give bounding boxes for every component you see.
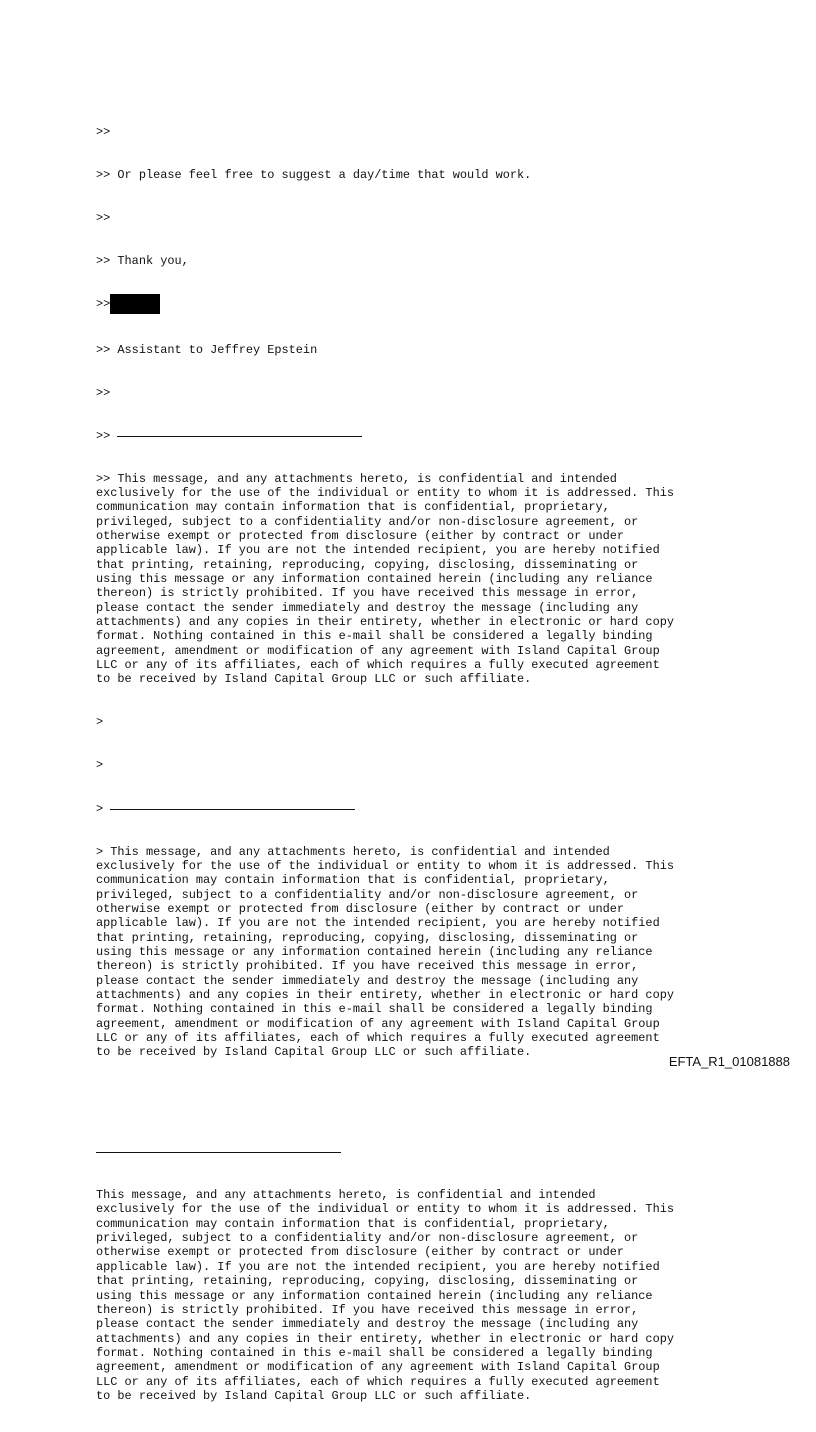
quote-marker: > (96, 801, 111, 816)
disclaimer-line: attachments) and any copies in their entirety, whether in electronic or hard copy (96, 1331, 674, 1346)
disclaimer-line: LLC or any of its affiliates, each of which requires a fully executed agreement (96, 1374, 660, 1389)
disclaimer-line: attachments) and any copies in their entirety, whether in electronic or hard copy (96, 987, 674, 1002)
confidentiality-disclaimer (96, 472, 736, 687)
disclaimer-line: format. Nothing contained in this e-mail shall be considered a legally binding (96, 629, 653, 644)
disclaimer-line: using this message or any information contained herein (including any reliance (96, 572, 653, 586)
disclaimer-line: This message, and any attachments hereto, is confidential and intended (96, 1188, 596, 1203)
confidentiality-disclaimer (96, 1188, 736, 1403)
disclaimer-line: please contact the sender immediately and destroy the message (including any (96, 1317, 639, 1332)
disclaimer-line: privileged, subject to a confidentiality and/or non-disclosure agreement, or (96, 1231, 639, 1246)
disclaimer-line: thereon) is strictly prohibited. If you have received this message in error, (96, 1302, 639, 1317)
quoted-reply-block (96, 96, 736, 1432)
disclaimer-line: privileged, subject to a confidentiality and/or non-disclosure agreement, or (96, 887, 639, 902)
confidentiality-disclaimer (96, 845, 736, 1060)
disclaimer-line: communication may contain information that is confidential, proprietary, (96, 873, 610, 888)
quote-marker-line: > (96, 758, 104, 773)
document-id-stamp: EFTA_R1_01081888 (668, 1054, 790, 1069)
separator-rule (110, 809, 355, 810)
disclaimer-line: agreement, amendment or modification of any agreement with Island Capital Group (96, 1360, 660, 1375)
disclaimer-line: agreement, amendment or modification of any agreement with Island Capital Group (96, 643, 660, 658)
disclaimer-line: exclusively for the use of the individual or entity to whom it is addressed. This (96, 1202, 674, 1217)
quote-marker-line: >> (96, 210, 111, 225)
redacted-signature-line (96, 297, 736, 314)
blank-space (96, 1088, 736, 1116)
disclaimer-line: to be received by Island Capital Group LLC or such affiliate. (96, 1388, 532, 1403)
disclaimer-line: using this message or any information contained herein (including any reliance (96, 944, 653, 959)
disclaimer-line: applicable law). If you are not the intended recipient, you are hereby notified (96, 916, 660, 931)
assistant-signature-line: >> Assistant to Jeffrey Epstein (96, 342, 318, 357)
disclaimer-line: exclusively for the use of the individual or entity to whom it is addressed. This (96, 858, 674, 873)
disclaimer-line: thereon) is strictly prohibited. If you have received this message in error, (96, 586, 639, 601)
disclaimer-line: format. Nothing contained in this e-mail shall be considered a legally binding (96, 1345, 653, 1360)
disclaimer-line: otherwise exempt or protected from disclosure (either by contract or under (96, 901, 625, 916)
disclaimer-line: to be received by Island Capital Group LLC or such affiliate. (96, 1045, 532, 1060)
redaction-box (110, 294, 160, 314)
disclaimer-line: > This message, and any attachments hereto, is confidential and intended (96, 844, 610, 859)
quote-marker: >> (96, 428, 118, 443)
disclaimer-line: that printing, retaining, reproducing, copying, disclosing, disseminating or (96, 557, 639, 572)
disclaimer-line: otherwise exempt or protected from disclosure (either by contract or under (96, 528, 625, 543)
disclaimer-line: attachments) and any copies in their entirety, whether in electronic or hard copy (96, 615, 674, 630)
suggest-time-line: >> Or please feel free to suggest a day/time that would work. (96, 167, 532, 182)
disclaimer-line: >> This message, and any attachments hereto, is confidential and intended (96, 471, 617, 486)
disclaimer-line: LLC or any of its affiliates, each of which requires a fully executed agreement (96, 1031, 660, 1045)
disclaimer-line: communication may contain information that is confidential, proprietary, (96, 1216, 610, 1231)
disclaimer-line: using this message or any information contained herein (including any reliance (96, 1288, 653, 1303)
separator-rule (117, 436, 362, 437)
disclaimer-line: to be received by Island Capital Group LLC or such affiliate. (96, 672, 532, 687)
quote-marker-line: >> (96, 124, 111, 139)
quote-marker-line: >> (96, 385, 111, 400)
separator-line (96, 1145, 736, 1159)
disclaimer-line: that printing, retaining, reproducing, copying, disclosing, disseminating or (96, 930, 639, 945)
disclaimer-line: please contact the sender immediately and destroy the message (including any (96, 600, 639, 615)
disclaimer-line: agreement, amendment or modification of any agreement with Island Capital Group (96, 1016, 660, 1031)
separator-rule (96, 1152, 341, 1153)
separator-line (96, 802, 736, 816)
disclaimer-line: applicable law). If you are not the intended recipient, you are hereby notified (96, 543, 660, 558)
quote-marker: >> (96, 296, 111, 311)
disclaimer-line: exclusively for the use of the individual or entity to whom it is addressed. This (96, 485, 674, 500)
disclaimer-line: format. Nothing contained in this e-mail shall be considered a legally binding (96, 1002, 653, 1017)
disclaimer-line: applicable law). If you are not the intended recipient, you are hereby notified (96, 1259, 660, 1274)
thank-you-line: >> Thank you, (96, 253, 189, 268)
separator-line (96, 429, 736, 443)
disclaimer-line: otherwise exempt or protected from disclosure (either by contract or under (96, 1245, 625, 1260)
quote-marker-line: > (96, 715, 104, 730)
disclaimer-line: LLC or any of its affiliates, each of which requires a fully executed agreement (96, 658, 660, 673)
disclaimer-line: that printing, retaining, reproducing, copying, disclosing, disseminating or (96, 1274, 639, 1289)
disclaimer-line: please contact the sender immediately and destroy the message (including any (96, 973, 639, 988)
email-document (96, 96, 736, 1432)
disclaimer-line: privileged, subject to a confidentiality and/or non-disclosure agreement, or (96, 514, 639, 529)
disclaimer-line: thereon) is strictly prohibited. If you have received this message in error, (96, 959, 639, 974)
disclaimer-line: communication may contain information that is confidential, proprietary, (96, 500, 610, 515)
